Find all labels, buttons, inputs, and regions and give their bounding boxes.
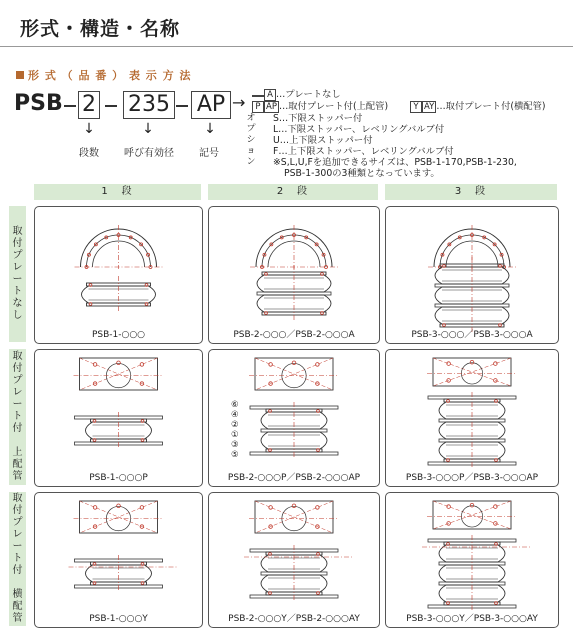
diagram-cell-3-side	[385, 492, 559, 628]
row-header-char: 付	[12, 238, 23, 249]
row-header-char: ー	[12, 541, 23, 552]
diagram-cell-1-none	[34, 206, 203, 344]
part-number: ④	[231, 410, 239, 420]
bellows-drawing	[35, 493, 202, 627]
part-number: ①	[231, 430, 239, 440]
option-s: S…下限ストッパー付	[273, 113, 363, 124]
row-header-char: 付	[12, 423, 23, 434]
down-arrow-icon: ↓	[142, 121, 154, 137]
diagram-cell-3-top	[385, 349, 559, 487]
row-header-char: 配	[12, 459, 23, 470]
column-header-1: 1 段	[34, 184, 201, 200]
row-header-char: 横	[12, 589, 23, 600]
column-header-2: 2 段	[208, 184, 378, 200]
row-header-char: ー	[12, 274, 23, 285]
bolt-hole-icon	[117, 361, 121, 365]
row-header-char: 付	[12, 505, 23, 516]
down-arrow-icon: ↓	[204, 121, 216, 137]
option-box	[252, 95, 264, 97]
model-caption: PSB-1-○○○Y	[89, 614, 148, 624]
right-arrow-icon: →	[232, 93, 246, 112]
option-vertical-label	[245, 113, 257, 168]
model-caption: PSB-1-○○○P	[89, 473, 148, 483]
bolt-hole-icon	[494, 505, 498, 509]
page-title: 形式・構造・名称	[20, 18, 181, 40]
bolt-hole-icon	[93, 506, 97, 510]
row-header-char: 管	[12, 471, 23, 482]
row-header-char: 付	[12, 565, 23, 576]
code-prefix: PSB	[14, 91, 63, 116]
option-box: P	[252, 101, 264, 113]
row-header-top-pipe	[9, 349, 26, 485]
option-note-2: PSB-1-300の3種類となっています。	[284, 168, 440, 179]
code-symbol-box: AP	[191, 91, 231, 119]
bolt-hole-icon	[316, 363, 320, 367]
code-diameter-box: 235	[123, 91, 175, 119]
option-note-1: ※S,L,U,Fを追加できるサイズは、PSB-1-170,PSB-1-230,	[273, 157, 517, 168]
bolt-hole-icon	[269, 506, 273, 510]
diagram-cell-1-top	[34, 349, 203, 487]
bellows-drawing	[35, 207, 202, 343]
row-header-char: 取	[12, 226, 23, 237]
bellows-drawing	[386, 350, 558, 486]
part-number: ③	[231, 440, 239, 450]
row-header-char: プ	[12, 517, 23, 528]
code-stage-box: 2	[78, 91, 100, 119]
code-dash-1	[64, 105, 76, 107]
option-l: L…下限ストッパー、レベリングバルブ付	[273, 124, 445, 135]
bellows-drawing	[209, 207, 379, 343]
inner-arc	[93, 241, 145, 267]
part-number: ②	[231, 420, 239, 430]
option-u: U…上下限ストッパー付	[273, 135, 373, 146]
row-header-char	[16, 577, 19, 589]
part-number-list	[231, 400, 239, 460]
option-plate-side-pipe: Y AY …取付プレート付(横配管)	[410, 98, 546, 113]
bellows-drawing	[386, 207, 558, 343]
diagram-cell-2-none	[208, 206, 380, 344]
diagram-cell-1-side	[34, 492, 203, 628]
diagram-cell-2-side	[208, 492, 380, 628]
row-header-char: レ	[12, 387, 23, 398]
option-vertical-char: プ	[246, 124, 256, 134]
option-plate-none: A …プレートなし	[252, 86, 341, 101]
row-header-char: し	[12, 310, 23, 321]
square-bullet-icon	[16, 71, 24, 79]
diagram-cell-3-none	[385, 206, 559, 344]
model-caption: PSB-2-○○○P／PSB-2-○○○AP	[227, 473, 361, 483]
row-header-side-pipe	[9, 492, 26, 626]
diameter-label: 呼び有効径	[124, 148, 174, 159]
part-number: ⑤	[231, 450, 239, 460]
row-header-char: 取	[12, 493, 23, 504]
row-header-char: 付	[12, 363, 23, 374]
part-number: ⑥	[231, 400, 239, 410]
row-header-char: 上	[12, 447, 23, 458]
bolt-hole-icon	[292, 504, 296, 508]
model-caption: PSB-3-○○○／PSB-3-○○○A	[411, 330, 533, 340]
row-header-no-plate	[9, 206, 26, 342]
model-caption: PSB-3-○○○P／PSB-3-○○○AP	[405, 473, 539, 483]
bolt-hole-icon	[140, 506, 144, 510]
code-dash-3	[176, 105, 188, 107]
bolt-hole-icon	[292, 361, 296, 365]
row-header-char: 配	[12, 601, 23, 612]
bolt-hole-icon	[470, 503, 474, 507]
diagram-cell-2-top	[208, 349, 380, 487]
inner-arc	[268, 241, 320, 267]
row-header-char: 取	[12, 351, 23, 362]
option-f: F…上下限ストッパー、レベリングバルブ付	[273, 146, 454, 157]
symbol-label: 記号	[199, 148, 219, 159]
bolt-hole-icon	[316, 506, 320, 510]
option-plate-top-pipe: P AP …取付プレート付(上配管)	[252, 98, 388, 113]
bolt-hole-icon	[447, 505, 451, 509]
row-header-char: レ	[12, 529, 23, 540]
bolt-hole-icon	[140, 363, 144, 367]
bolt-hole-icon	[117, 504, 121, 508]
option-vertical-char: ョ	[246, 146, 256, 156]
option-vertical-char: シ	[246, 135, 256, 145]
bolt-hole-icon	[447, 362, 451, 366]
column-header-3: 3 段	[385, 184, 557, 200]
model-caption: PSB-1-○○○	[91, 330, 146, 340]
section-heading-text: 形 式 （ 品 番 ） 表 示 方 法	[28, 69, 192, 82]
bellows-drawing	[386, 493, 558, 627]
model-caption: PSB-2-○○○／PSB-2-○○○A	[233, 330, 355, 340]
row-header-char	[16, 435, 19, 447]
row-header-char: な	[12, 298, 23, 309]
bolt-hole-icon	[269, 363, 273, 367]
row-header-char: レ	[12, 262, 23, 273]
bellows-drawing	[209, 493, 379, 627]
option-box: A	[264, 89, 276, 101]
bolt-hole-icon	[470, 360, 474, 364]
row-header-char: プ	[12, 375, 23, 386]
row-header-char: 管	[12, 613, 23, 624]
option-box: Y	[410, 101, 422, 113]
row-header-char: ト	[12, 553, 23, 564]
row-header-char: ト	[12, 286, 23, 297]
bolt-hole-icon	[494, 362, 498, 366]
model-caption: PSB-2-○○○Y／PSB-2-○○○AY	[228, 614, 360, 624]
option-box: AY	[424, 102, 435, 112]
row-header-char: プ	[12, 250, 23, 261]
option-vertical-char: オ	[246, 113, 256, 123]
row-header-char: ー	[12, 399, 23, 410]
inner-arc	[446, 241, 498, 267]
stage-label: 段数	[79, 148, 99, 159]
option-box: AP	[266, 102, 277, 112]
model-caption: PSB-3-○○○Y／PSB-3-○○○AY	[406, 614, 538, 624]
down-arrow-icon: ↓	[83, 121, 95, 137]
option-vertical-char: ン	[246, 157, 256, 167]
row-header-char: ト	[12, 411, 23, 422]
code-dash-2	[105, 105, 117, 107]
section-heading	[16, 67, 191, 83]
bolt-hole-icon	[93, 363, 97, 367]
title-divider	[0, 46, 573, 47]
bellows-drawing	[35, 350, 202, 486]
